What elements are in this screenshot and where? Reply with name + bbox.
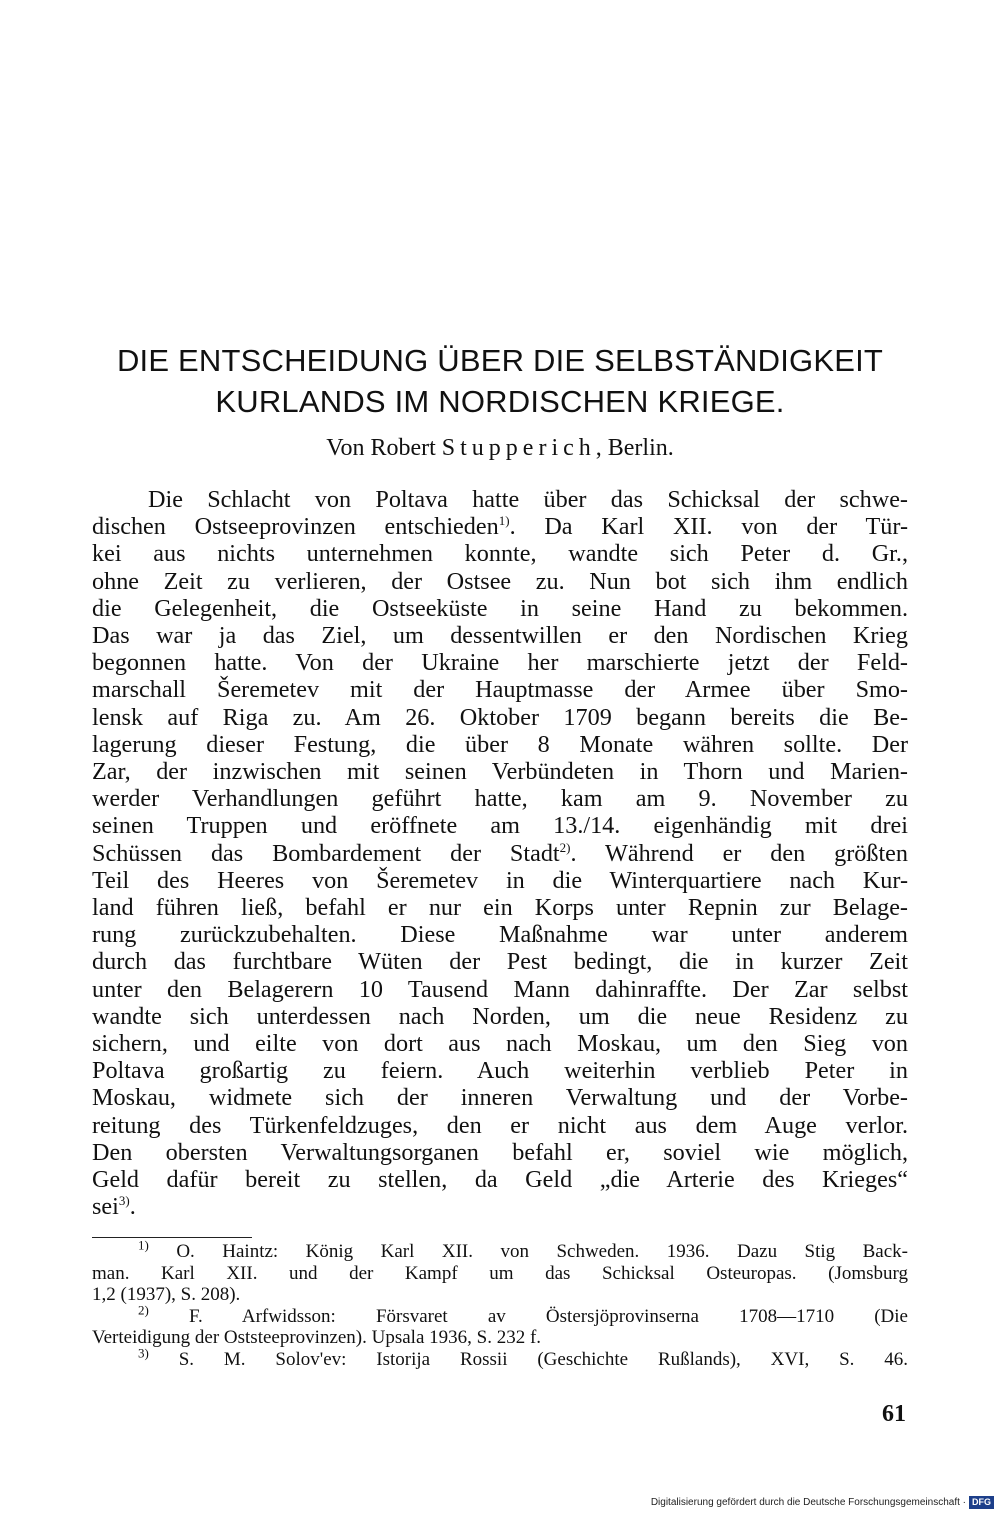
body-text <box>92 486 908 1220</box>
body-line: begonnen hatte. Von der Ukraine her marschierte jetzt der Feld- <box>92 649 908 677</box>
byline-author: Stupperich <box>441 435 596 461</box>
body-line-text: dischen Ostseeprovinzen entschieden <box>92 513 499 541</box>
footnote-3 <box>92 1345 909 1371</box>
footnote-2 <box>92 1302 908 1328</box>
body-line: durch das furchtbare Wüten der Pest bedingt, die in kurzer Zeit <box>92 948 908 976</box>
body-line: ohne Zeit zu verlieren, der Ostsee zu. Nun bot sich ihm endlich <box>92 567 908 595</box>
body-line-text: . <box>129 1193 136 1221</box>
footnote-text: F. Arfwidsson: Försvaret av Östersjöprovinserna 1708—1710 (Die <box>188 1305 908 1327</box>
byline <box>60 434 940 462</box>
footnote-1 <box>92 1237 909 1263</box>
digitization-notice <box>651 1496 994 1509</box>
footnote-ref-3: 3) <box>118 1193 130 1209</box>
footnote-text: O. Haintz: König Karl XII. von Schweden. 1936. Dazu Stig Back- <box>176 1241 909 1262</box>
body-line: kei aus nichts unternehmen konnte, wandte sich Peter d. Gr., <box>92 540 908 568</box>
footnote-text: S. M. Solov'ev: Istorija Rossii (Geschichte Rußlands), XVI, S. 46. <box>178 1348 909 1370</box>
page-number: 61 <box>882 1401 906 1427</box>
body-line-text: . Da Karl XII. von der Tür- <box>509 513 908 541</box>
body-line-text: . Während er den größten <box>570 839 908 867</box>
body-line: Das war ja das Ziel, um dessentwillen er den Nordischen Krieg <box>92 622 908 650</box>
body-line: unter den Belagerern 10 Tausend Mann dahinraffte. Der Zar selbst <box>92 975 908 1003</box>
body-line: sichern, und eilte von dort aus nach Moskau, um den Sieg von <box>92 1030 908 1058</box>
body-line: Geld dafür bereit zu stellen, da Geld „die Arterie des Krieges“ <box>92 1166 908 1194</box>
dfg-logo: DFG <box>969 1496 994 1509</box>
article-title-line-2: KURLANDS IM NORDISCHEN KRIEGE. <box>215 384 785 419</box>
body-line: rung zurückzubehalten. Diese Maßnahme war unter anderem <box>92 921 908 949</box>
byline-prefix: Von Robert <box>326 435 442 461</box>
body-line: wandte sich unterdessen nach Norden, um die neue Residenz zu <box>92 1002 908 1030</box>
body-line: Teil des Heeres von Šeremetev in die Winterquartiere nach Kur- <box>92 866 908 894</box>
body-line: die Gelegenheit, die Ostseeküste in seine Hand zu bekommen. <box>92 594 908 622</box>
body-line-text: sei <box>92 1193 119 1221</box>
footnote-ref-2: 2) <box>559 839 571 855</box>
body-line: lensk auf Riga zu. Am 26. Oktober 1709 begann bereits die Be- <box>92 703 908 731</box>
body-line-text: Schüssen das Bombardement der Stadt <box>92 839 560 867</box>
body-line: seinen Truppen und eröffnete am 13./14. eigenhändig mit drei <box>92 812 908 840</box>
body-line: werder Verhandlungen geführt hatte, kam am 9. November zu <box>92 785 908 813</box>
body-line: marschall Šeremetev mit der Hauptmasse der Armee über Smo- <box>92 676 908 704</box>
digitization-notice-text: Digitalisierung gefördert durch die Deutsche Forschungsgemeinschaft · <box>650 1497 966 1508</box>
footnote-1-line-3: 1,2 (1937), S. 208). <box>92 1284 241 1305</box>
body-line: lagerung dieser Festung, die über 8 Monate währen sollte. Der <box>92 730 908 758</box>
body-line <box>92 840 908 867</box>
footnote-mark-2: 2) <box>138 1302 149 1318</box>
body-line: land führen ließ, befahl er nur ein Korps unter Repnin zur Belage- <box>92 894 908 922</box>
body-line: Den obersten Verwaltungsorganen befahl er, soviel wie möglich, <box>92 1138 908 1166</box>
footnote-separator <box>92 1237 252 1238</box>
body-line: reitung des Türkenfeldzuges, den er nicht aus dem Auge verlor. <box>92 1111 908 1139</box>
body-line <box>92 513 908 540</box>
body-line: Moskau, widmete sich der inneren Verwaltung und der Vorbe- <box>92 1084 908 1112</box>
body-line: Poltava großartig zu feiern. Auch weiterhin verblieb Peter in <box>92 1057 908 1085</box>
body-line: Die Schlacht von Poltava hatte über das Schicksal der schwe- <box>148 486 908 513</box>
article-title-line-1: DIE ENTSCHEIDUNG ÜBER DIE SELBSTÄNDIGKEIT <box>116 343 884 378</box>
body-line: Zar, der inzwischen mit seinen Verbündeten in Thorn und Marien- <box>92 758 908 786</box>
footnote-ref-1: 1) <box>498 513 510 529</box>
footnote-2-line-2: Verteidigung der Oststeeprovinzen). Upsala 1936, S. 232 f. <box>92 1327 542 1348</box>
footnote-1-line-2: man. Karl XII. und der Kampf um das Schicksal Osteuropas. (Jomsburg <box>92 1262 908 1284</box>
byline-suffix: , Berlin. <box>595 435 674 461</box>
body-line <box>92 1193 908 1220</box>
footnote-mark-1: 1) <box>138 1237 149 1253</box>
footnote-mark-3: 3) <box>138 1345 149 1361</box>
footnotes <box>92 1237 909 1370</box>
